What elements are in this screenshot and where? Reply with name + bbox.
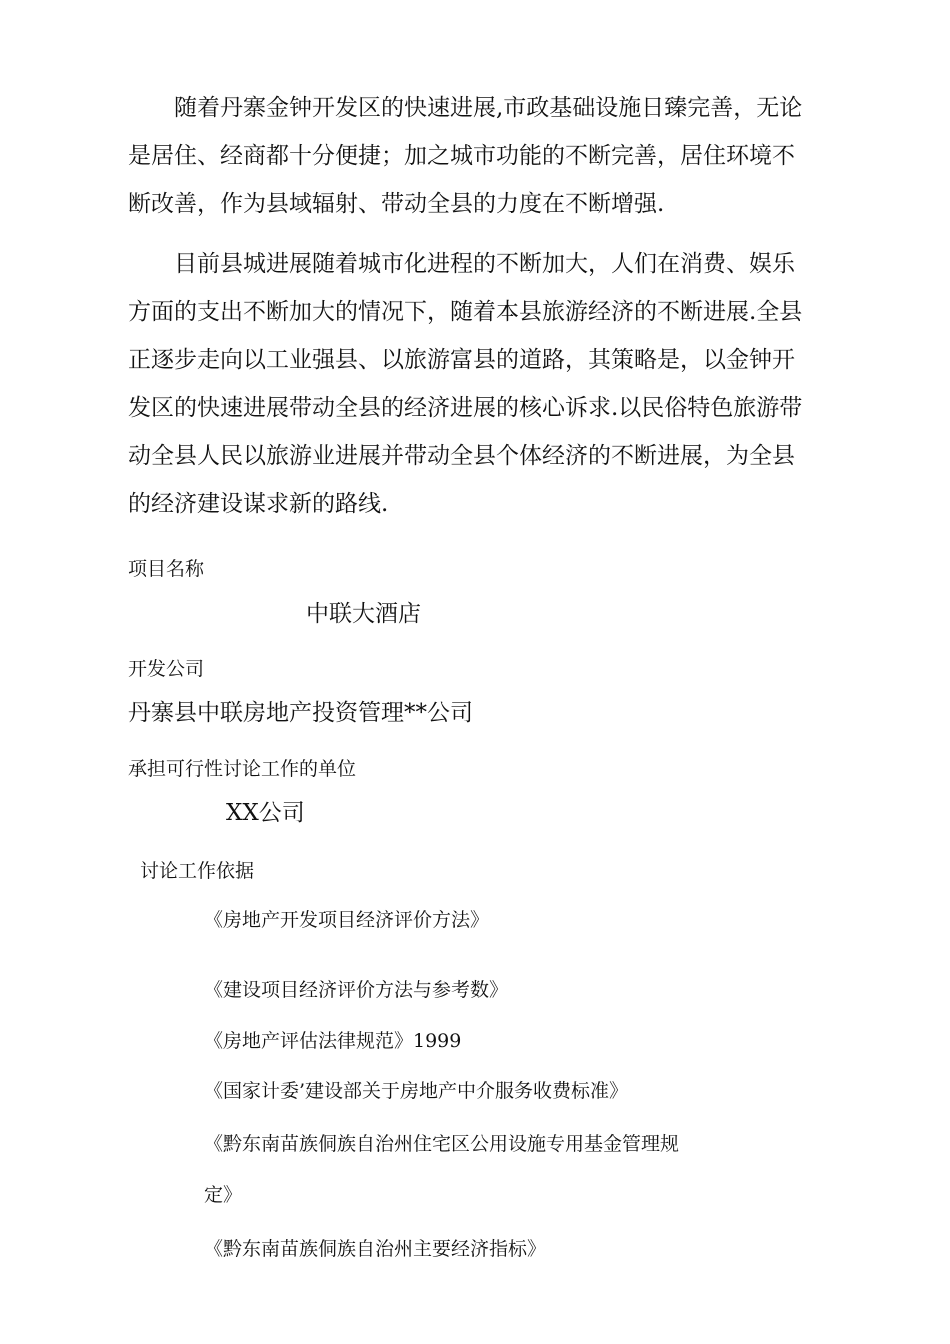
- basis-label: 讨论工作依据: [140, 860, 255, 882]
- paragraph-line: 目前县城进展随着城市化进程的不断加大，人们在消费、娱乐: [128, 251, 795, 277]
- intro-paragraph-2: [128, 240, 828, 528]
- reference-item: 《房地产评估法律规范》1999: [204, 1030, 462, 1052]
- study-unit-label: 承担可行性讨论工作的单位: [128, 758, 357, 780]
- paragraph-line: 发区的快速进展带动全县的经济进展的核心诉求.以民俗特色旅游带: [128, 395, 803, 421]
- reference-item: 《黔东南苗族侗族自治州主要经济指标》: [204, 1238, 547, 1260]
- paragraph-line: 是居住、经商都十分便捷；加之城市功能的不断完善，居住环境不: [128, 143, 795, 169]
- reference-item-continuation: 定》: [204, 1184, 243, 1206]
- intro-paragraph-1: [128, 84, 828, 228]
- paragraph-line: 断改善，作为县域辐射、带动全县的力度在不断增强.: [128, 191, 665, 217]
- developer-value: 丹寨县中联房地产投资管理**公司: [128, 700, 473, 726]
- reference-item: 《建设项目经济评价方法与参考数》: [204, 979, 509, 1001]
- paragraph-line: 动全县人民以旅游业进展并带动全县个体经济的不断进展，为全县: [128, 443, 795, 469]
- reference-item: 《国家计委’建设部关于房地产中介服务收费标准》: [204, 1080, 629, 1102]
- project-name-label: 项目名称: [128, 558, 205, 580]
- project-name-value: 中联大酒店: [306, 601, 421, 627]
- paragraph-line: 随着丹寨金钟开发区的快速进展,市政基础设施日臻完善，无论: [128, 95, 803, 121]
- developer-label: 开发公司: [128, 658, 205, 680]
- paragraph-line: 方面的支出不断加大的情况下，随着本县旅游经济的不断进展.全县: [128, 299, 803, 325]
- paragraph-line: 的经济建设谋求新的路线.: [128, 491, 389, 517]
- reference-item: 《房地产开发项目经济评价方法》: [204, 909, 490, 931]
- study-unit-value: XX公司: [226, 800, 305, 826]
- reference-item: 《黔东南苗族侗族自治州住宅区公用设施专用基金管理规: [204, 1133, 680, 1155]
- paragraph-line: 正逐步走向以工业强县、以旅游富县的道路，其策略是，以金钟开: [128, 347, 795, 373]
